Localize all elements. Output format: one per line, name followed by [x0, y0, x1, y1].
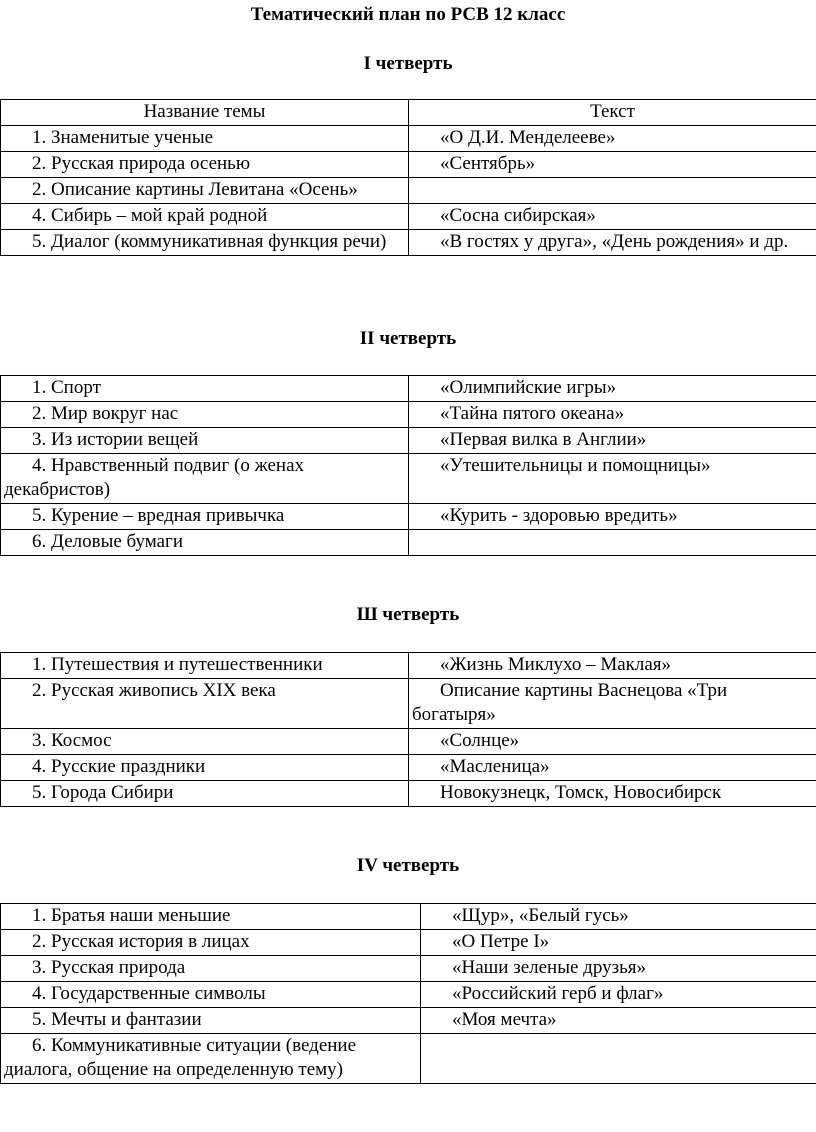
text-cell: «Сосна сибирская»: [409, 204, 816, 230]
table-row: [1, 402, 816, 428]
text-cell: Новокузнецк, Томск, Новосибирск: [409, 781, 816, 807]
table-row: [1, 230, 816, 256]
table-row: [1, 653, 816, 679]
topic-cell: 5. Мечты и фантазии: [1, 1008, 421, 1034]
topic-cell: 1. Братья наши меньшие: [1, 904, 421, 930]
text-cell: «Щур», «Белый гусь»: [421, 904, 816, 930]
topic-cell: 1. Спорт: [1, 376, 409, 402]
text-cell: [409, 530, 816, 556]
text-cell: «В гостях у друга», «День рождения» и др.: [409, 230, 816, 256]
quarter-1-heading: I четверть: [363, 53, 453, 74]
table-row: [1, 956, 816, 982]
text-cell: «Утешительницы и помощницы»: [409, 454, 816, 504]
topic-cell: 5. Города Сибири: [1, 781, 409, 807]
table-row: [1, 781, 816, 807]
table-row: [1, 679, 816, 729]
topic-cell: 5. Диалог (коммуникативная функция речи): [1, 230, 409, 256]
topic-cell: 6. Деловые бумаги: [1, 530, 409, 556]
topic-cell: 3. Русская природа: [1, 956, 421, 982]
quarter-3-heading: Ш четверть: [356, 604, 460, 625]
table-row: [1, 454, 816, 504]
page-title: Тематический план по РСВ 12 класс: [250, 4, 566, 25]
text-cell: «Курить - здоровью вредить»: [409, 504, 816, 530]
table-row: [1, 729, 816, 755]
text-cell: «Сентябрь»: [409, 152, 816, 178]
table-row: [1, 530, 816, 556]
table-row: [1, 376, 816, 402]
text-cell: «Моя мечта»: [421, 1008, 816, 1034]
table-row: [1, 930, 816, 956]
column-header-topic: Название темы: [1, 100, 409, 126]
table-row: [1, 504, 816, 530]
table-row: [1, 755, 816, 781]
text-cell: «Жизнь Миклухо – Маклая»: [409, 653, 816, 679]
quarter-4-heading: IV четверть: [356, 855, 460, 876]
text-cell: «Тайна пятого океана»: [409, 402, 816, 428]
table-row: [1, 152, 816, 178]
topic-cell: 2. Описание картины Левитана «Осень»: [1, 178, 409, 204]
topic-cell: 2. Мир вокруг нас: [1, 402, 409, 428]
topic-cell: 4. Сибирь – мой край родной: [1, 204, 409, 230]
table-row: [1, 982, 816, 1008]
table-row: [1, 904, 816, 930]
quarter-4-table: [0, 903, 816, 1084]
column-header-text: Текст: [409, 100, 816, 126]
text-cell: [409, 178, 816, 204]
quarter-2-heading: II четверть: [359, 328, 457, 349]
table-header-row: [1, 100, 816, 126]
quarter-1-table: [0, 99, 816, 256]
table-row: [1, 1008, 816, 1034]
topic-cell: 5. Курение – вредная привычка: [1, 504, 409, 530]
text-cell: «О Петре I»: [421, 930, 816, 956]
topic-cell: 2. Русская живопись XIX века: [1, 679, 409, 729]
text-cell: «Солнце»: [409, 729, 816, 755]
topic-cell: 6. Коммуникативные ситуации (ведение диалога, общение на определенную тему): [1, 1034, 421, 1084]
text-cell: «Масленица»: [409, 755, 816, 781]
topic-cell: 4. Государственные символы: [1, 982, 421, 1008]
text-cell: «Олимпийские игры»: [409, 376, 816, 402]
topic-cell: 4. Русские праздники: [1, 755, 409, 781]
topic-cell: 3. Космос: [1, 729, 409, 755]
table-row: [1, 126, 816, 152]
text-cell: «Наши зеленые друзья»: [421, 956, 816, 982]
text-cell: [421, 1034, 816, 1084]
quarter-3-table: [0, 652, 816, 807]
table-row: [1, 1034, 816, 1084]
topic-cell: 4. Нравственный подвиг (о женах декабристов): [1, 454, 409, 504]
topic-cell: 2. Русская природа осенью: [1, 152, 409, 178]
topic-cell: 3. Из истории вещей: [1, 428, 409, 454]
table-row: [1, 204, 816, 230]
table-row: [1, 428, 816, 454]
text-cell: «Российский герб и флаг»: [421, 982, 816, 1008]
text-cell: «Первая вилка в Англии»: [409, 428, 816, 454]
topic-cell: 2. Русская история в лицах: [1, 930, 421, 956]
text-cell: «О Д.И. Менделееве»: [409, 126, 816, 152]
topic-cell: 1. Знаменитые ученые: [1, 126, 409, 152]
text-cell: Описание картины Васнецова «Три богатыря»: [409, 679, 816, 729]
topic-cell: 1. Путешествия и путешественники: [1, 653, 409, 679]
quarter-2-table: [0, 375, 816, 556]
table-row: [1, 178, 816, 204]
